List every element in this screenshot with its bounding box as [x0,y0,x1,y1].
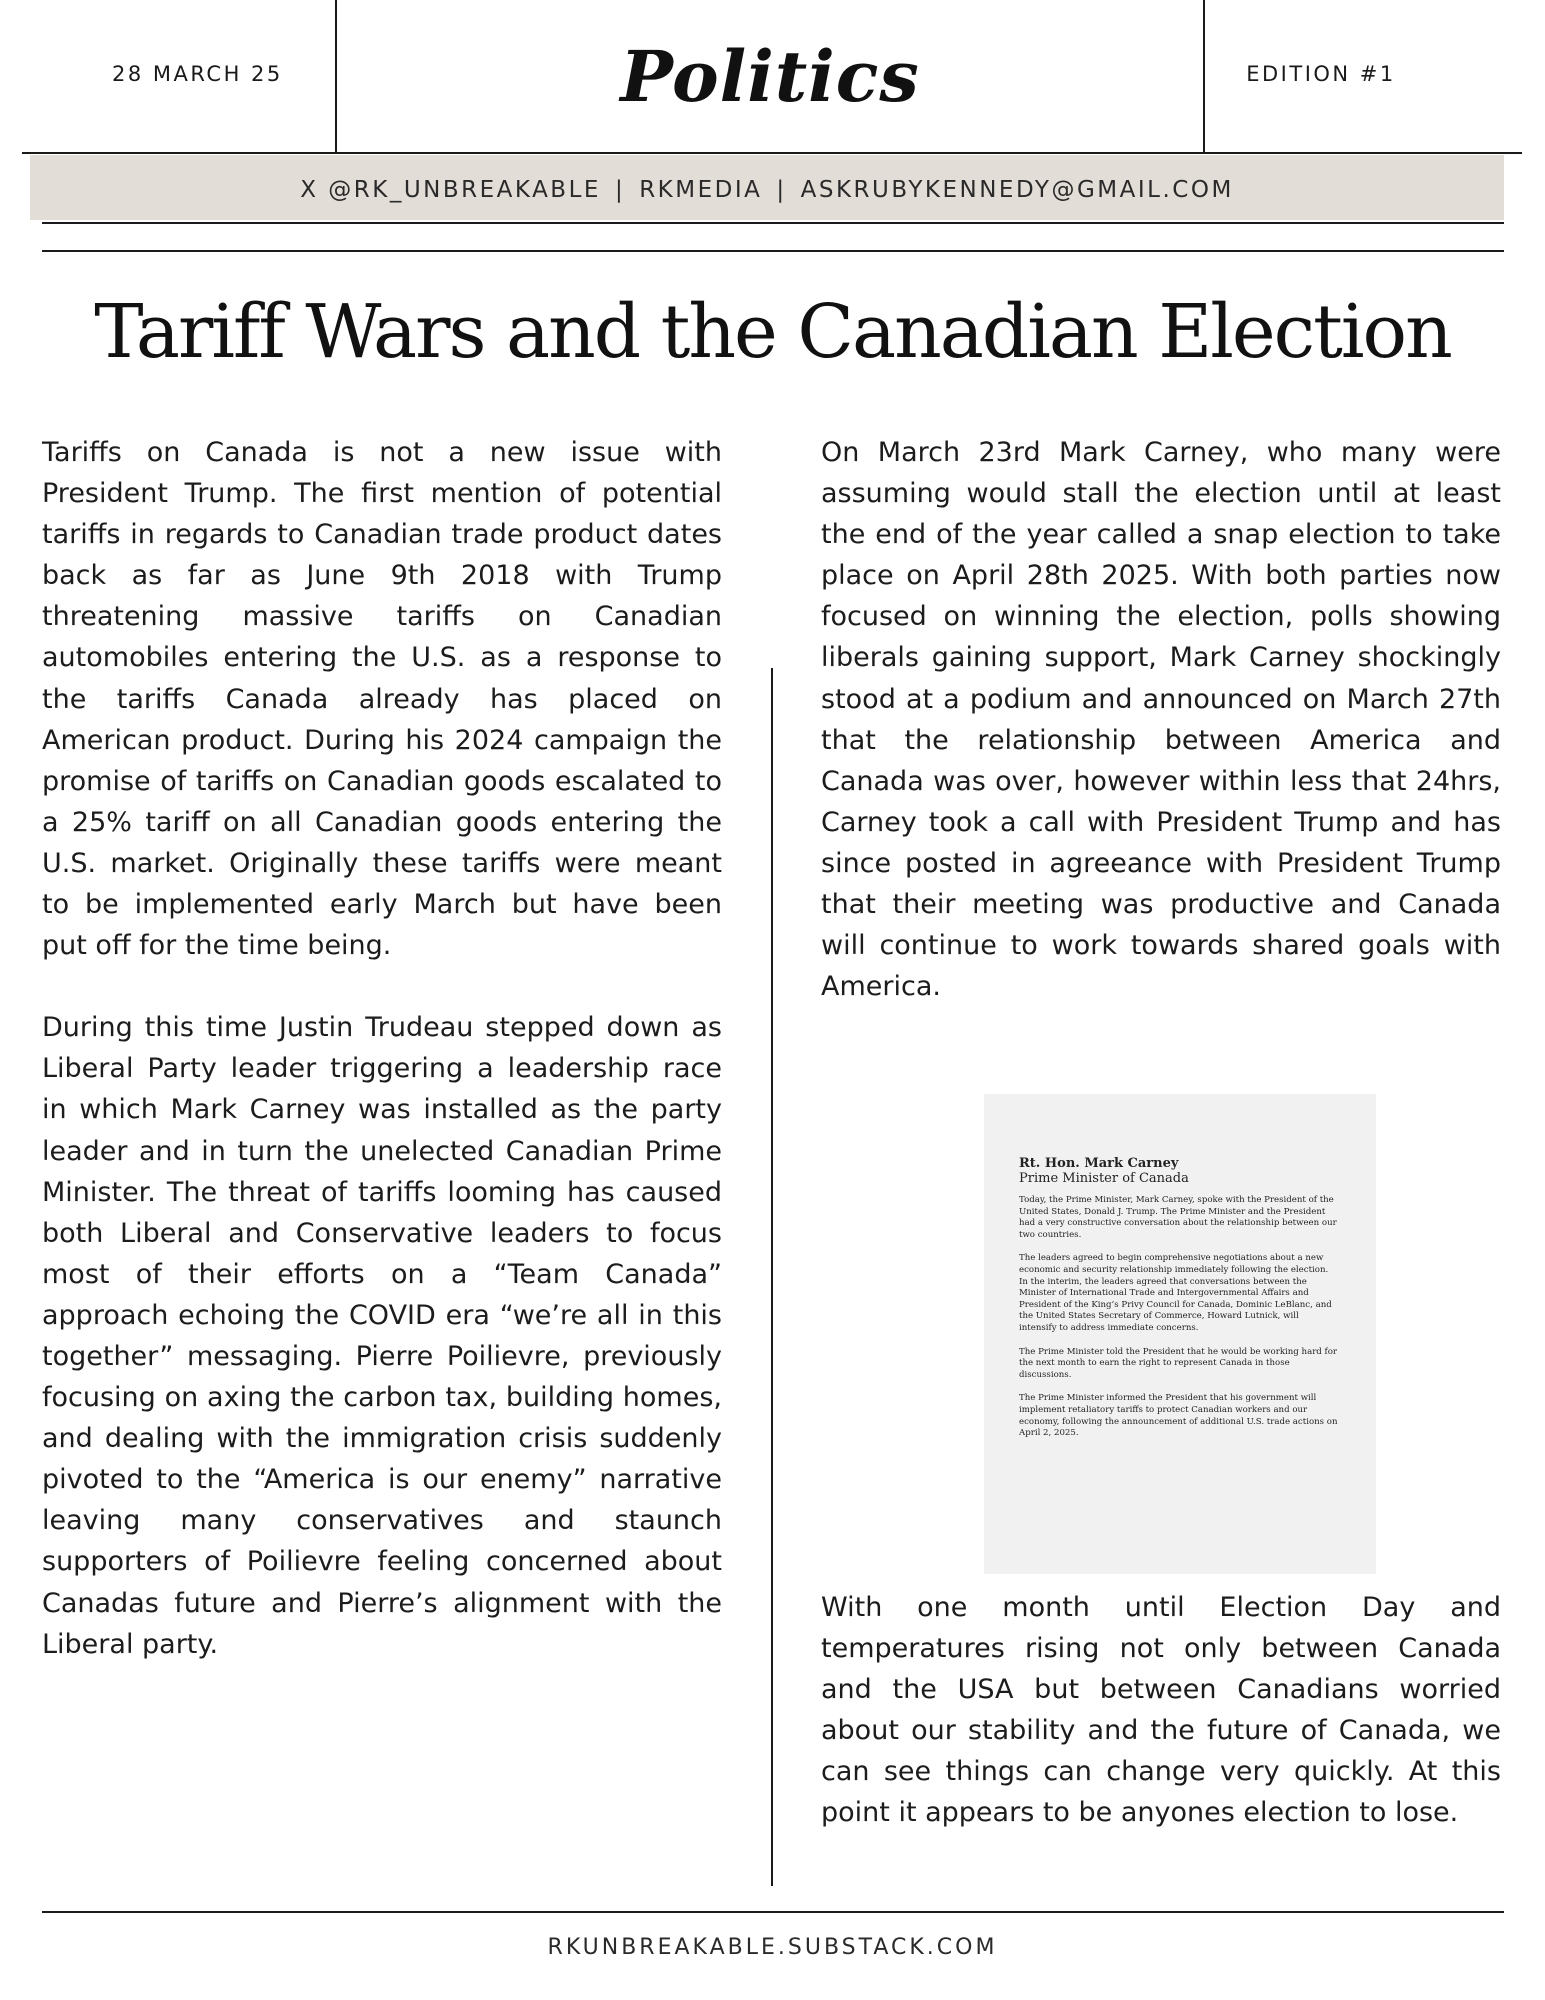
contact-band [30,155,1504,220]
article-right-column-bottom [821,1587,1501,1834]
statement-paragraph: The Prime Minister informed the President that his government will implement retaliatory tariffs to protect Canadian workers and our economy, following the announcement of additional U.S. trade actions on April 2, 2025. [1019,1393,1338,1439]
article-left-column [42,432,722,1665]
column-divider [771,668,773,1886]
media-link[interactable]: RKMEDIA [639,177,763,203]
statement-paragraph: Today, the Prime Minister, Mark Carney, spoke with the President of the United States, Donald J. Trump. The Prime Minister and the President had a very constructive conversation about the relationship between our two countries. [1019,1195,1337,1240]
masthead-rule [22,152,1522,154]
section-title: Politics [620,35,920,118]
substack-link[interactable]: RKUNBREAKABLE.SUBSTACK.COM [547,1935,998,1960]
separator: | [776,177,787,203]
statement-paragraph: The Prime Minister told the President that he would be working hard for the next month to earn the right to represent Canada in those discussions. [1019,1346,1338,1380]
x-handle-link[interactable]: X @RK_UNBREAKABLE [300,177,601,203]
statement-paragraph: The leaders agreed to begin comprehensive negotiations about a new economic and security relationship immediately following the election. In the interim, the leaders agreed that conversations between the Minister of International Trade and Intergovernmental Affairs and President of the King’s Privy Council for Canada, Dominic LeBlanc, and the United States Secretary of Commerce, Howard Lutnick, will intensify to address immediate concerns. [1019,1253,1332,1333]
article-paragraph: Tariffs on Canada is not a new issue with President Trump. The first mention of potential tariffs in regards to Canadian trade product dates back as far as June 9th 2018 with Trump threatening massive tariffs on Canadian automobiles entering the U.S. as a response to the tariffs Canada already has placed on American product. During his 2024 campaign the promise of tariffs on Canadian goods escalated to a 25% tariff on all Canadian goods entering the U.S. market. Originally these tariffs were meant to be implemented early March but have been put off for the time being. [42,437,722,962]
edition-label: EDITION #1 [1246,62,1396,86]
separator: | [614,177,626,203]
issue-date: 28 MARCH 25 [112,62,283,86]
masthead [0,0,1545,152]
footer-rule [42,1911,1504,1913]
article-paragraph: During this time Justin Trudeau stepped down as Liberal Party leader triggering a leadership race in which Mark Carney was installed as the party leader and in turn the unelected Canadian Prime Minister. The threat of tariffs looming has caused both Liberal and Conservative leaders to focus most of their efforts on a “Team Canada” approach echoing the COVID era “we’re all in this together” messaging. Pierre Poilievre, previously focusing on axing the carbon tax, building homes, and dealing with the immigration crisis suddenly pivoted to the “America is our enemy” narrative leaving many conservatives and staunch supporters of Poilievre feeling concerned about Canadas future and Pierre’s alignment with the Liberal party. [42,1012,722,1660]
article-headline: Tariff Wars and the Canadian Election [94,289,1451,375]
article-paragraph: With one month until Election Day and temperatures rising not only between Canada and the USA but between Canadians worried about our stability and the future of Canada, we can see things can change very quickly. At this point it appears to be anyones election to lose. [821,1592,1501,1829]
article-paragraph: On March 23rd Mark Carney, who many were assuming would stall the election until at least the end of the year called a snap election to take place on April 28th 2025. With both parties now focused on winning the election, polls showing liberals gaining support, Mark Carney shockingly stood at a podium and announced on March 27th that the relationship between America and Canada was over, however within less that 24hrs, Carney took a call with President Trump and has since posted in agreeance with President Trump that their meeting was productive and Canada will continue to work towards shared goals with America. [821,437,1501,1003]
band-rule-top [42,222,1504,224]
email-link[interactable]: ASKRUBYKENNEDY@GMAIL.COM [800,177,1234,203]
pm-statement-image [984,1094,1376,1574]
statement-author: Rt. Hon. Mark Carney [1019,1156,1179,1171]
band-rule-bottom [42,250,1504,252]
statement-role: Prime Minister of Canada [1019,1171,1189,1186]
article-right-column [821,432,1501,1007]
